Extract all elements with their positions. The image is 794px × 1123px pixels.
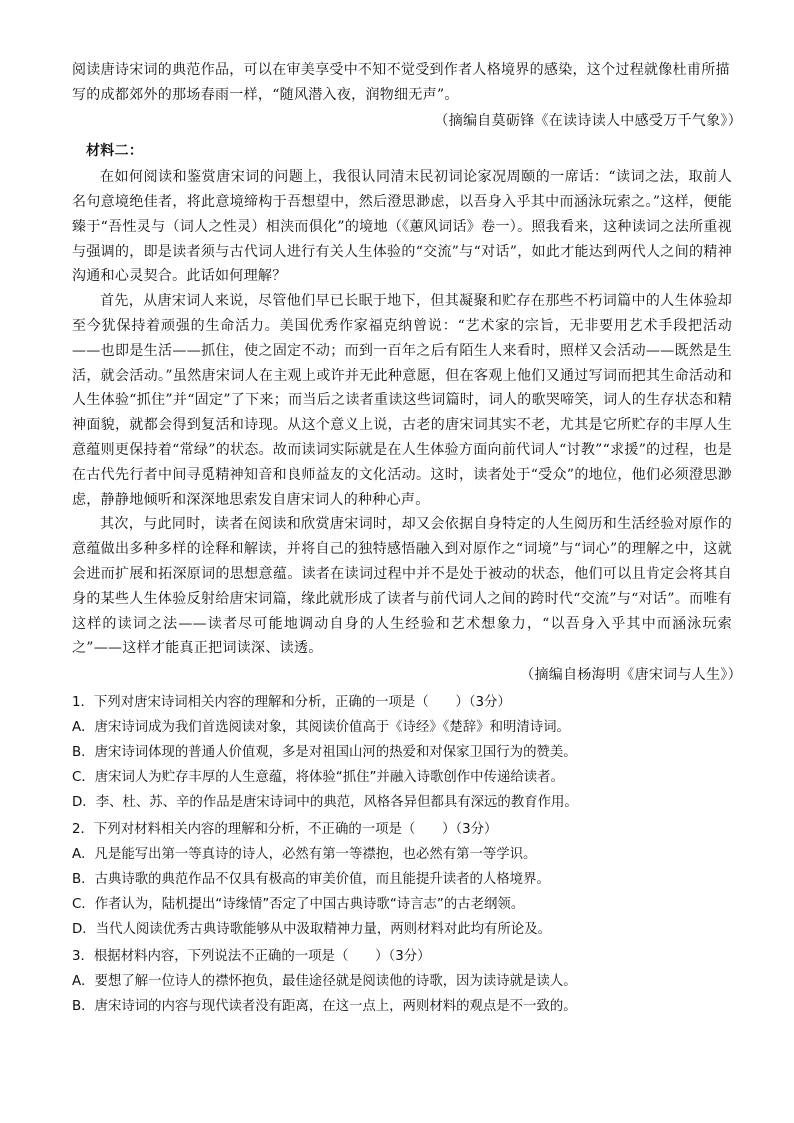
exam-page [72, 58, 742, 1019]
question-option: C．唐宋词人为贮存丰厚的人生意蕴，将体验“抓住”并融入诗歌创作中传递给读者。 [72, 769, 564, 785]
question-stem: 2．下列对材料相关内容的理解和分析，不正确的一项是（ ）（3分） [72, 821, 498, 837]
question-option: B．古典诗歌的典范作品不仅具有极高的审美价值，而且能提升读者的人格境界。 [72, 871, 550, 887]
question-3 [72, 944, 732, 1019]
question-option: A．凡是能写出第一等真诗的诗人，必然有第一等襟抱，也必然有第一等学识。 [72, 846, 537, 862]
material-2 [72, 139, 742, 688]
material-2-paragraph-2: 首先，从唐宋词人来说，尽管他们早已长眠于地下，但其凝聚和贮存在那些不朽词篇中的人生体验却至今犹保持着顽强的生命活力。美国优秀作家福克纳曾说：“艺术家的宗旨，无非要用艺术手段把活动——也即是生活——抓住，使之固定不动；而到一百年之后有陌生人来看时，照样又会活动——既然是生活，就会活动。”虽然唐宋词人在主观上或许并无此种意愿，但在客观上他们又通过写词而把其生命活动和人生体验“抓住”并“固定”了下来；而当后之读者重读这些词篇时，词人的歌哭啼笑，词人的生存状态和精神面貌，就都会得到复活和诗现。从这个意义上说，古老的唐宋词其实不老，尤其是它所贮存的丰厚人生意蕴则更保持着“常绿”的状态。故而读词实际就是在人生体验方面向前代词人“讨教”“求援”的过程，也是在古代先行者中间寻觅精神知音和良师益友的文化活动。这时，读者处于“受众”的地位，他们必须澄思渺虑，静静地倾听和深深地思索发自唐宋词人的种种心声。 [72, 293, 732, 508]
question-option: A．要想了解一位诗人的襟怀抱负，最佳途径就是阅读他的诗歌，因为读诗就是读人。 [72, 973, 577, 989]
question-2 [72, 817, 732, 942]
question-stem: 1．下列对唐宋诗词相关内容的理解和分析，正确的一项是（ ）（3分） [72, 694, 511, 710]
question-option: C．作者认为，陆机提出“诗缘情”否定了中国古典诗歌“诗言志”的古老纲领。 [72, 896, 525, 912]
question-option: D．当代人阅读优秀古典诗歌能够从中汲取精神力量，两则材料对此均有所论及。 [72, 921, 551, 937]
question-1 [72, 690, 732, 815]
intro-line-2: 写的成都郊外的那场春雨一样，“随风潜入夜，润物细无声”。 [72, 86, 459, 103]
question-option: B．唐宋诗词的内容与现代读者没有距离，在这一点上，两则材料的观点是不一致的。 [72, 998, 577, 1014]
question-option: B．唐宋诗词体现的普通人价值观，多是对祖国山河的热爱和对保家卫国行为的赞美。 [72, 744, 577, 760]
material-2-paragraph-1: 在如何阅读和鉴赏唐宋词的问题上，我很认同清末民初词论家况周颐的一席话：“读词之法，取前人名句意境绝佳者，将此意境缔构于吾想望中，然后澄思渺虑，以吾身入乎其中而涵泳玩索之。”这样，便能臻于“吾性灵与（词人之性灵）相浃而俱化”的境地（《蕙风词话》卷一）。照我看来，这种读词之法所重视与强调的，即是读者须与古代词人进行有关人生体验的“交流”与“对话”，如此才能达到两代人之间的精神沟通和心灵契合。此话如何理解？ [72, 169, 732, 285]
material-2-paragraph-3: 其次，与此同时，读者在阅读和欣赏唐宋词时，却又会依据自身特定的人生阅历和生活经验对原作的意蕴做出多种多样的诠释和解读，并将自己的独特感悟融入到对原作之“词境”与“词心”的理解之中，这就会进而扩展和拓深原词的思想意蕴。读者在读词过程中并不是处于被动的状态，他们可以且肯定会将其自身的某些人生体验反射给唐宋词篇，缘此就形成了读者与前代词人之间的跨时代“交流”与“对话”。而唯有这样的读词之法——读者尽可能地调动自身的人生经验和艺术想象力，“以吾身入乎其中而涵泳玩索之”——这样才能真正把词读深、读透。 [72, 516, 732, 657]
intro-block [72, 58, 742, 133]
intro-source: （摘编自莫砺锋《在读诗读人中感受万千气象》） [434, 112, 742, 129]
question-option: D．李、杜、苏、辛的作品是唐宋诗词中的典范，风格各异但都具有深远的教育作用。 [72, 794, 578, 810]
material-2-heading: 材料二： [86, 143, 144, 160]
question-option: A．唐宋诗词成为我们首选阅读对象，其阅读价值高于《诗经》《楚辞》和明清诗词。 [72, 719, 570, 735]
material-2-source: （摘编自杨海明《唐宋词与人生》） [520, 667, 742, 684]
intro-line-1: 阅读唐诗宋词的典范作品，可以在审美享受中不知不觉受到作者人格境界的感染，这个过程就像杜甫所描 [72, 62, 730, 78]
questions-block [72, 690, 732, 1019]
question-stem: 3．根据材料内容，下列说法不正确的一项是（ ）（3分） [72, 948, 431, 964]
